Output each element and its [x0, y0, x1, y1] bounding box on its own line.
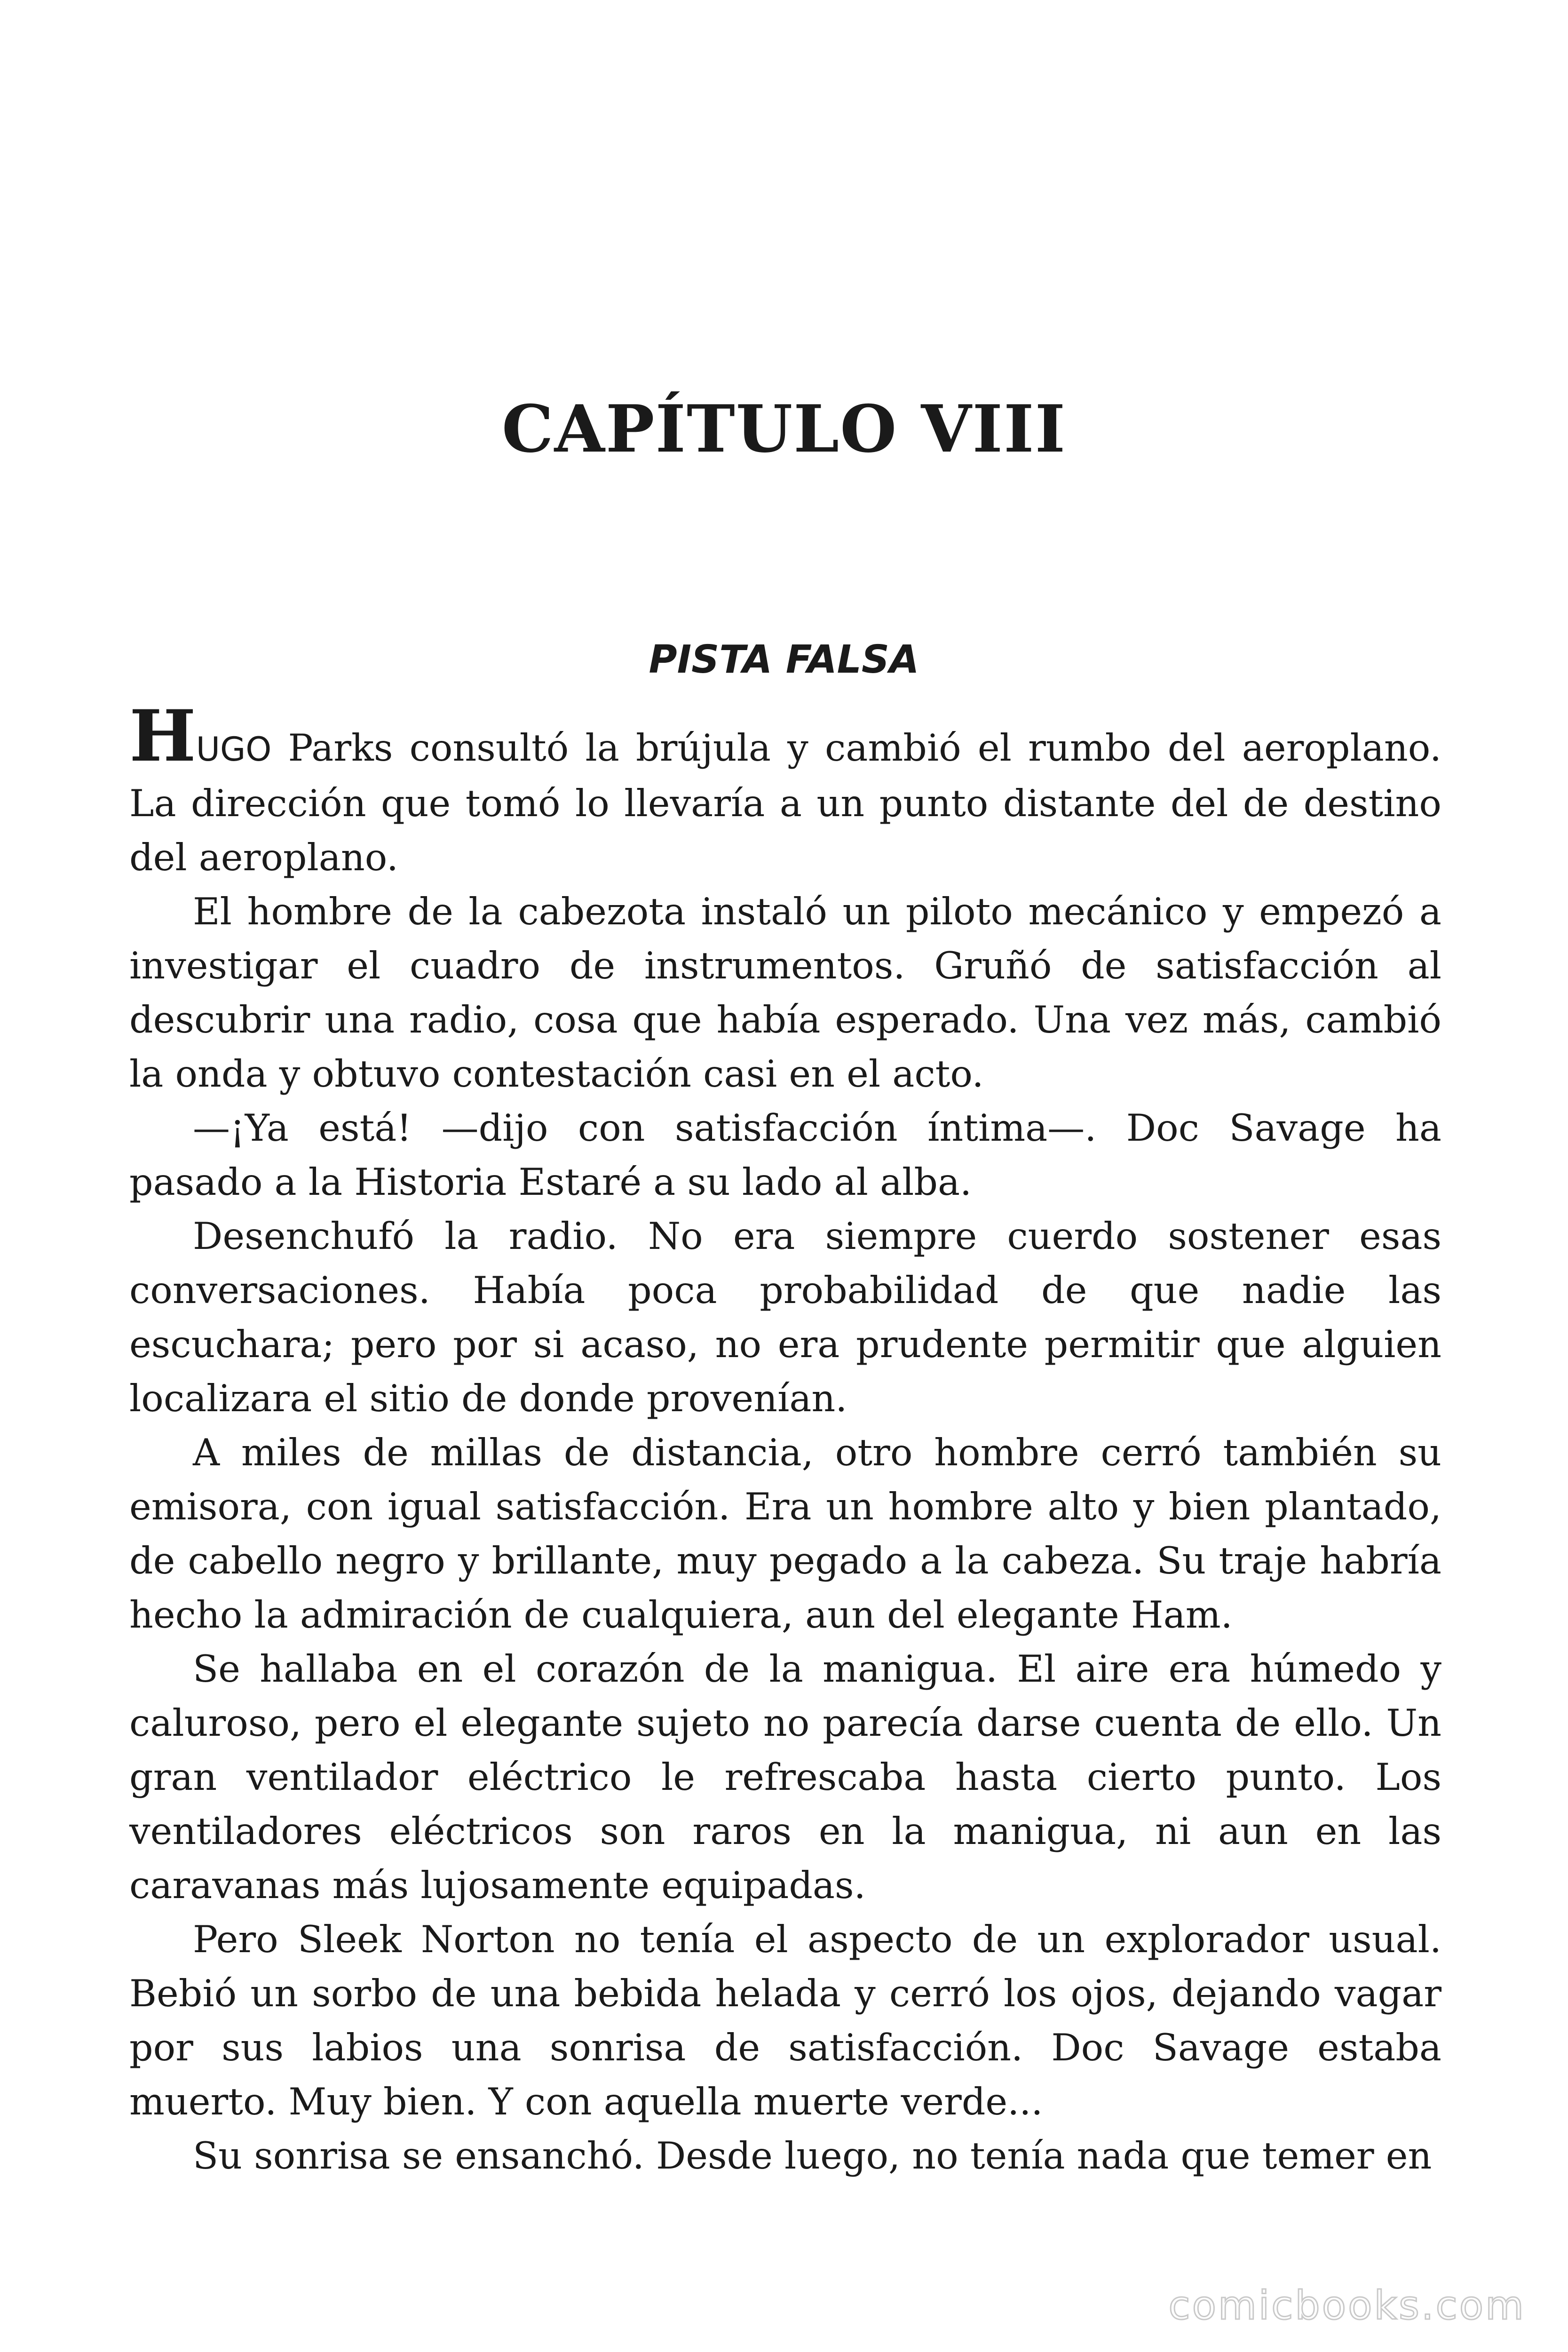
paragraph-4: Desenchufó la radio. No era siempre cuerdo sostener esas conversaciones. Había poca probabilidad de que nadie las escuchara; pero por si acaso, no era prudente permitir que alguien localizara el sitio de donde provenían.: [129, 1215, 1441, 1420]
section-title: PISTA FALSA: [649, 637, 919, 682]
paragraph-3: —¡Ya está! —dijo con satisfacción íntima—. Doc Savage ha pasado a la Historia Estaré a su lado al alba.: [129, 1106, 1441, 1204]
chapter-title: CAPÍTULO VIII: [501, 390, 1067, 467]
paragraph-2: El hombre de la cabezota instaló un piloto mecánico y empezó a investigar el cuadro de instrumentos. Gruñó de satisfacción al descubrir una radio, cosa que había esperado. Una vez más, cambió la onda y obtuvo contestación casi en el acto.: [129, 890, 1441, 1096]
paragraph-6: Se hallaba en el corazón de la manigua. El aire era húmedo y caluroso, pero el elegante sujeto no parecía darse cuenta de ello. Un gran ventilador eléctrico le refrescaba hasta cierto punto. Los ventiladores eléctricos son raros en la manigua, ni aun en las caravanas más lujosamente equipadas.: [129, 1647, 1441, 1907]
paragraph-7: Pero Sleek Norton no tenía el aspecto de un explorador usual. Bebió un sorbo de una bebida helada y cerró los ojos, dejando vagar por sus labios una sonrisa de satisfacción. Doc Savage estaba muerto. Muy bien. Y con aquella muerte verde...: [129, 1918, 1441, 2123]
paragraph-1-text: Parks consultó la brújula y cambió el rumbo del aeroplano. La dirección que tomó lo llevaría a un punto distante del de destino del aeroplano.: [129, 726, 1441, 879]
watermark: comicbooks.com: [1168, 2282, 1526, 2328]
paragraph-5: A miles de millas de distancia, otro hombre cerró también su emisora, con igual satisfacción. Era un hombre alto y bien plantado, de cabello negro y brillante, muy pegado a la cabeza. Su traje habría hecho la admiración de cualquiera, aun del elegante Ham.: [129, 1431, 1441, 1637]
paragraph-8: Su sonrisa se ensanchó. Desde luego, no tenía nada que temer en: [193, 2134, 1432, 2177]
paragraph-1: [129, 695, 1441, 885]
drop-cap: H: [129, 695, 196, 778]
body-text: [129, 695, 1441, 2183]
small-caps-word: UGO: [196, 730, 272, 769]
